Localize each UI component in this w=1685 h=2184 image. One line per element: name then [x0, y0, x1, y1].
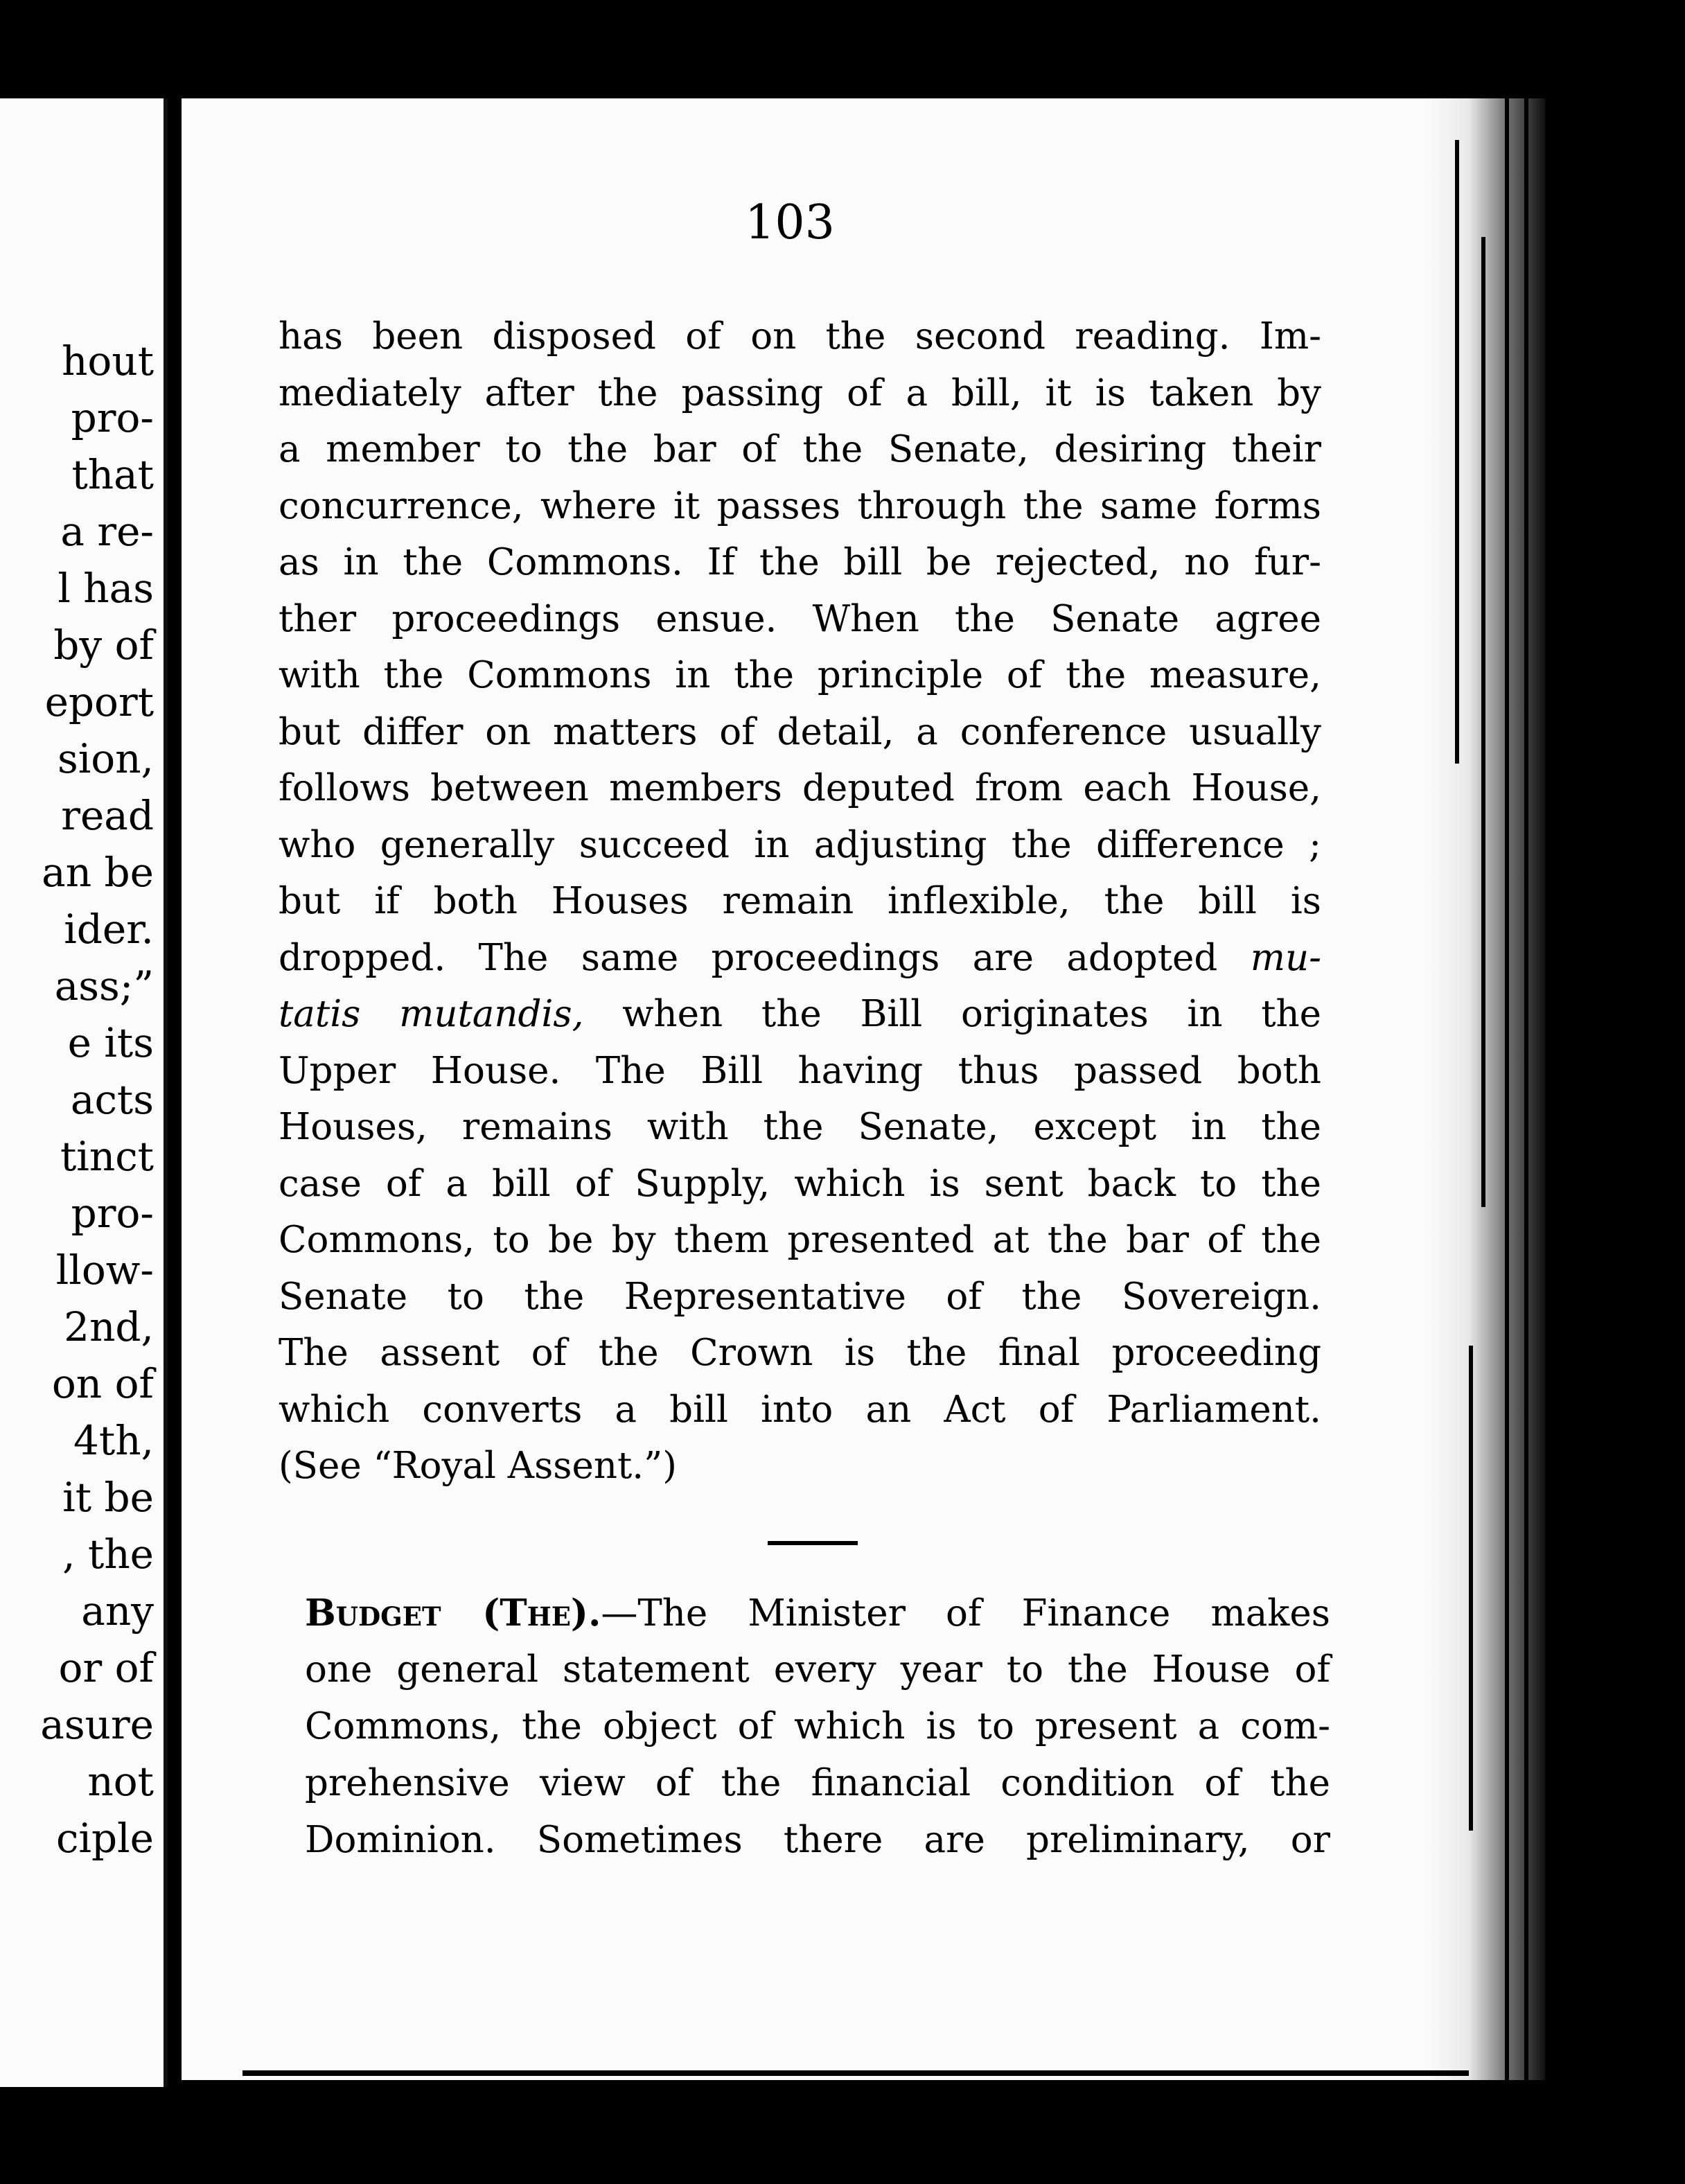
left-page-fragment: on of: [51, 1360, 154, 1407]
text-line: mediately after the passing of a bill, it is taken by: [279, 371, 1321, 414]
left-page-fragment: 2nd,: [64, 1303, 154, 1350]
left-page-fragment: sion,: [57, 735, 154, 782]
left-facing-page-strip: [0, 98, 168, 2087]
text-line: Upper House. The Bill having thus passed both: [279, 1049, 1321, 1092]
text-line: as in the Commons. If the bill be rejected, no fur-: [279, 541, 1321, 583]
left-page-fragment: an be: [42, 849, 154, 896]
left-page-fragment: , the: [62, 1531, 154, 1578]
section-divider: [768, 1541, 858, 1545]
left-page-fragment: ider.: [64, 906, 154, 953]
left-page-fragment: l has: [58, 565, 154, 612]
left-page-fragment: pro-: [71, 1190, 154, 1237]
italic-phrase: tatis mutandis,: [279, 993, 584, 1035]
budget-paragraph: [305, 1585, 1330, 1869]
text-line: [305, 1585, 1330, 1641]
text-line: a member to the bar of the Senate, desiring their: [279, 428, 1321, 470]
text-line: but differ on matters of detail, a conference usually: [279, 710, 1321, 753]
left-page-fragment: by of: [53, 622, 154, 669]
entry-heading: Budget (The).: [305, 1592, 601, 1635]
text-line-segment: when the Bill originates in the: [583, 993, 1321, 1035]
text-line: which converts a bill into an Act of Parliament.: [279, 1388, 1321, 1431]
page-number: 103: [745, 195, 835, 250]
italic-fragment: mu-: [1250, 936, 1321, 979]
text-line: prehensive view of the financial condition of the: [305, 1762, 1330, 1804]
page-bottom-edge: [242, 2070, 1469, 2076]
text-line-segment: dropped. The same proceedings are adopted: [279, 936, 1218, 979]
left-page-fragment: asure: [40, 1701, 154, 1748]
left-page-fragment: ass;”: [54, 962, 154, 1010]
text-line: Commons, to be by them presented at the bar of the: [279, 1219, 1321, 1261]
text-line: case of a bill of Supply, which is sent back to the: [279, 1162, 1321, 1205]
text-line: Commons, the object of which is to present a com-: [305, 1705, 1330, 1747]
left-page-fragment: llow-: [55, 1247, 154, 1294]
text-line: concurrence, where it passes through the same forms: [279, 484, 1321, 527]
page-edge-shadow: [1427, 98, 1545, 2080]
text-line: The assent of the Crown is the final proceeding: [279, 1332, 1321, 1374]
left-page-fragment: ciple: [55, 1815, 154, 1862]
left-page-fragment: acts: [70, 1076, 154, 1123]
left-page-fragment: hout: [62, 337, 154, 385]
left-page-fragment: not: [87, 1758, 154, 1805]
text-line: Dominion. Sometimes there are preliminary, or: [305, 1819, 1330, 1861]
main-paragraph: [279, 308, 1321, 1495]
left-page-fragment: any: [81, 1587, 154, 1635]
left-page-fragment: eport: [44, 678, 154, 725]
text-line-segment: —The Minister of Finance makes: [601, 1592, 1330, 1635]
text-line: but if both Houses remain inflexible, the bill is: [279, 880, 1321, 922]
left-page-fragment: or of: [58, 1644, 154, 1691]
text-line: one general statement every year to the House of: [305, 1648, 1330, 1691]
text-line: with the Commons in the principle of the measure,: [279, 654, 1321, 696]
text-line: has been disposed of on the second reading. Im-: [279, 315, 1321, 358]
left-page-fragment: e its: [67, 1019, 154, 1066]
left-page-fragment: a re-: [60, 508, 154, 555]
left-page-fragment: pro-: [71, 394, 154, 441]
left-page-fragment: that: [71, 451, 154, 498]
left-page-fragment: tinct: [60, 1133, 154, 1180]
text-line: [279, 930, 1321, 987]
text-line: who generally succeed in adjusting the difference ;: [279, 823, 1321, 866]
text-line: [279, 986, 1321, 1043]
left-page-fragment: read: [61, 792, 154, 839]
left-page-fragment: 4th,: [73, 1417, 154, 1464]
text-line: Houses, remains with the Senate, except in the: [279, 1106, 1321, 1148]
text-line: Senate to the Representative of the Sovereign.: [279, 1275, 1321, 1318]
text-line: (See “Royal Assent.”): [279, 1445, 677, 1487]
text-line: follows between members deputed from each House,: [279, 767, 1321, 809]
text-line: ther proceedings ensue. When the Senate agree: [279, 597, 1321, 640]
left-page-fragment: it be: [62, 1474, 154, 1521]
